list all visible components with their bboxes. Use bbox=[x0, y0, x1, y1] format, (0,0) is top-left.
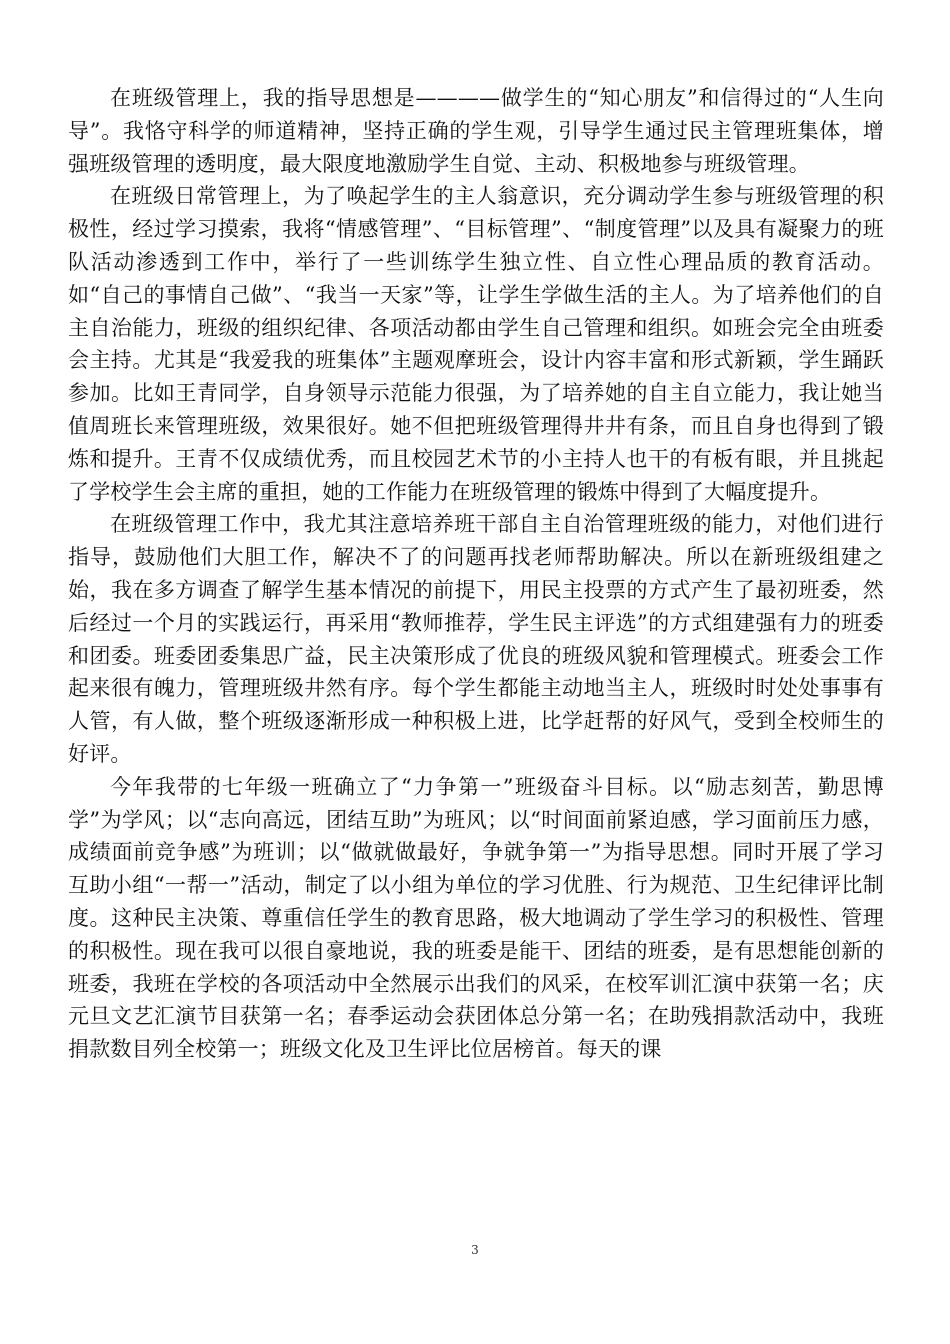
paragraph-4: 今年我带的七年级一班确立了“力争第一”班级奋斗目标。以“励志刻苦，勤思博学”为学风；以“志向高远，团结互助”为班风；以“时间面前紧迫感，学习面前压力感，成绩面前竞争感”为班训；以“做就做最好，争就争第一”为指导思想。同时开展了学习互助小组“一帮一”活动，制定了以小组为单位的学习优胜、行为规范、卫生纪律评比制度。这种民主决策、尊重信任学生的教育思路，极大地调动了学生学习的积极性、管理的积极性。现在我可以很自豪地说，我的班委是能干、团结的班委，是有思想能创新的班委，我班在学校的各项活动中全然展示出我们的风采，在校军训汇演中获第一名；庆元旦文艺汇演节目获第一名；春季运动会获团体总分第一名；在助残捐款活动中，我班捐款数目列全校第一；班级文化及卫生评比位居榜首。每天的课 bbox=[68, 774, 884, 1062]
paragraph-2: 在班级日常管理上，为了唤起学生的主人翁意识，充分调动学生参与班级管理的积极性，经过学习摸索，我将“情感管理”、“目标管理”、“制度管理”以及具有凝聚力的班队活动渗透到工作中，举行了一些训练学生独立性、自立性心理品质的教育活动。如“自己的事情自己做”、“我当一天家”等，让学生学做生活的主人。为了培养他们的自主自治能力，班级的组织纪律、各项活动都由学生自己管理和组织。如班会完全由班委会主持。尤其是“我爱我的班集体”主题观摩班会，设计内容丰富和形式新颖，学生踊跃参加。比如王青同学，自身领导示范能力很强，为了培养她的自主自立能力，我让她当值周班长来管理班级，效果很好。她不但把班级管理得井井有条，而且自身也得到了锻炼和提升。王青不仅成绩优秀，而且校园艺术节的小主持人也干的有板有眼，并且挑起了学校学生会主席的重担，她的工作能力在班级管理的锻炼中得到了大幅度提升。 bbox=[68, 184, 884, 504]
document-body bbox=[68, 82, 884, 1066]
paragraph-3: 在班级管理工作中，我尤其注意培养班干部自主自治管理班级的能力，对他们进行指导，鼓励他们大胆工作，解决不了的问题再找老师帮助解决。所以在新班级组建之始，我在多方调查了解学生基本情况的前提下，用民主投票的方式产生了最初班委，然后经过一个月的实践运行，再采用“教师推荐，学生民主评选”的方式组建强有力的班委和团委。班委团委集思广益，民主决策形成了优良的班级风貌和管理模式。班委会工作起来很有魄力，管理班级井然有序。每个学生都能主动地当主人，班级时时处处事事有人管，有人做，整个班级逐渐形成一种积极上进，比学赶帮的好风气，受到全校师生的好评。 bbox=[68, 512, 884, 766]
paragraph-1: 在班级管理上，我的指导思想是————做学生的“知心朋友”和信得过的“人生向导”。我恪守科学的师道精神，坚持正确的学生观，引导学生通过民主管理班集体，增强班级管理的透明度，最大限度地激励学生自觉、主动、积极地参与班级管理。 bbox=[68, 86, 884, 176]
page-number: 3 bbox=[471, 1243, 479, 1257]
